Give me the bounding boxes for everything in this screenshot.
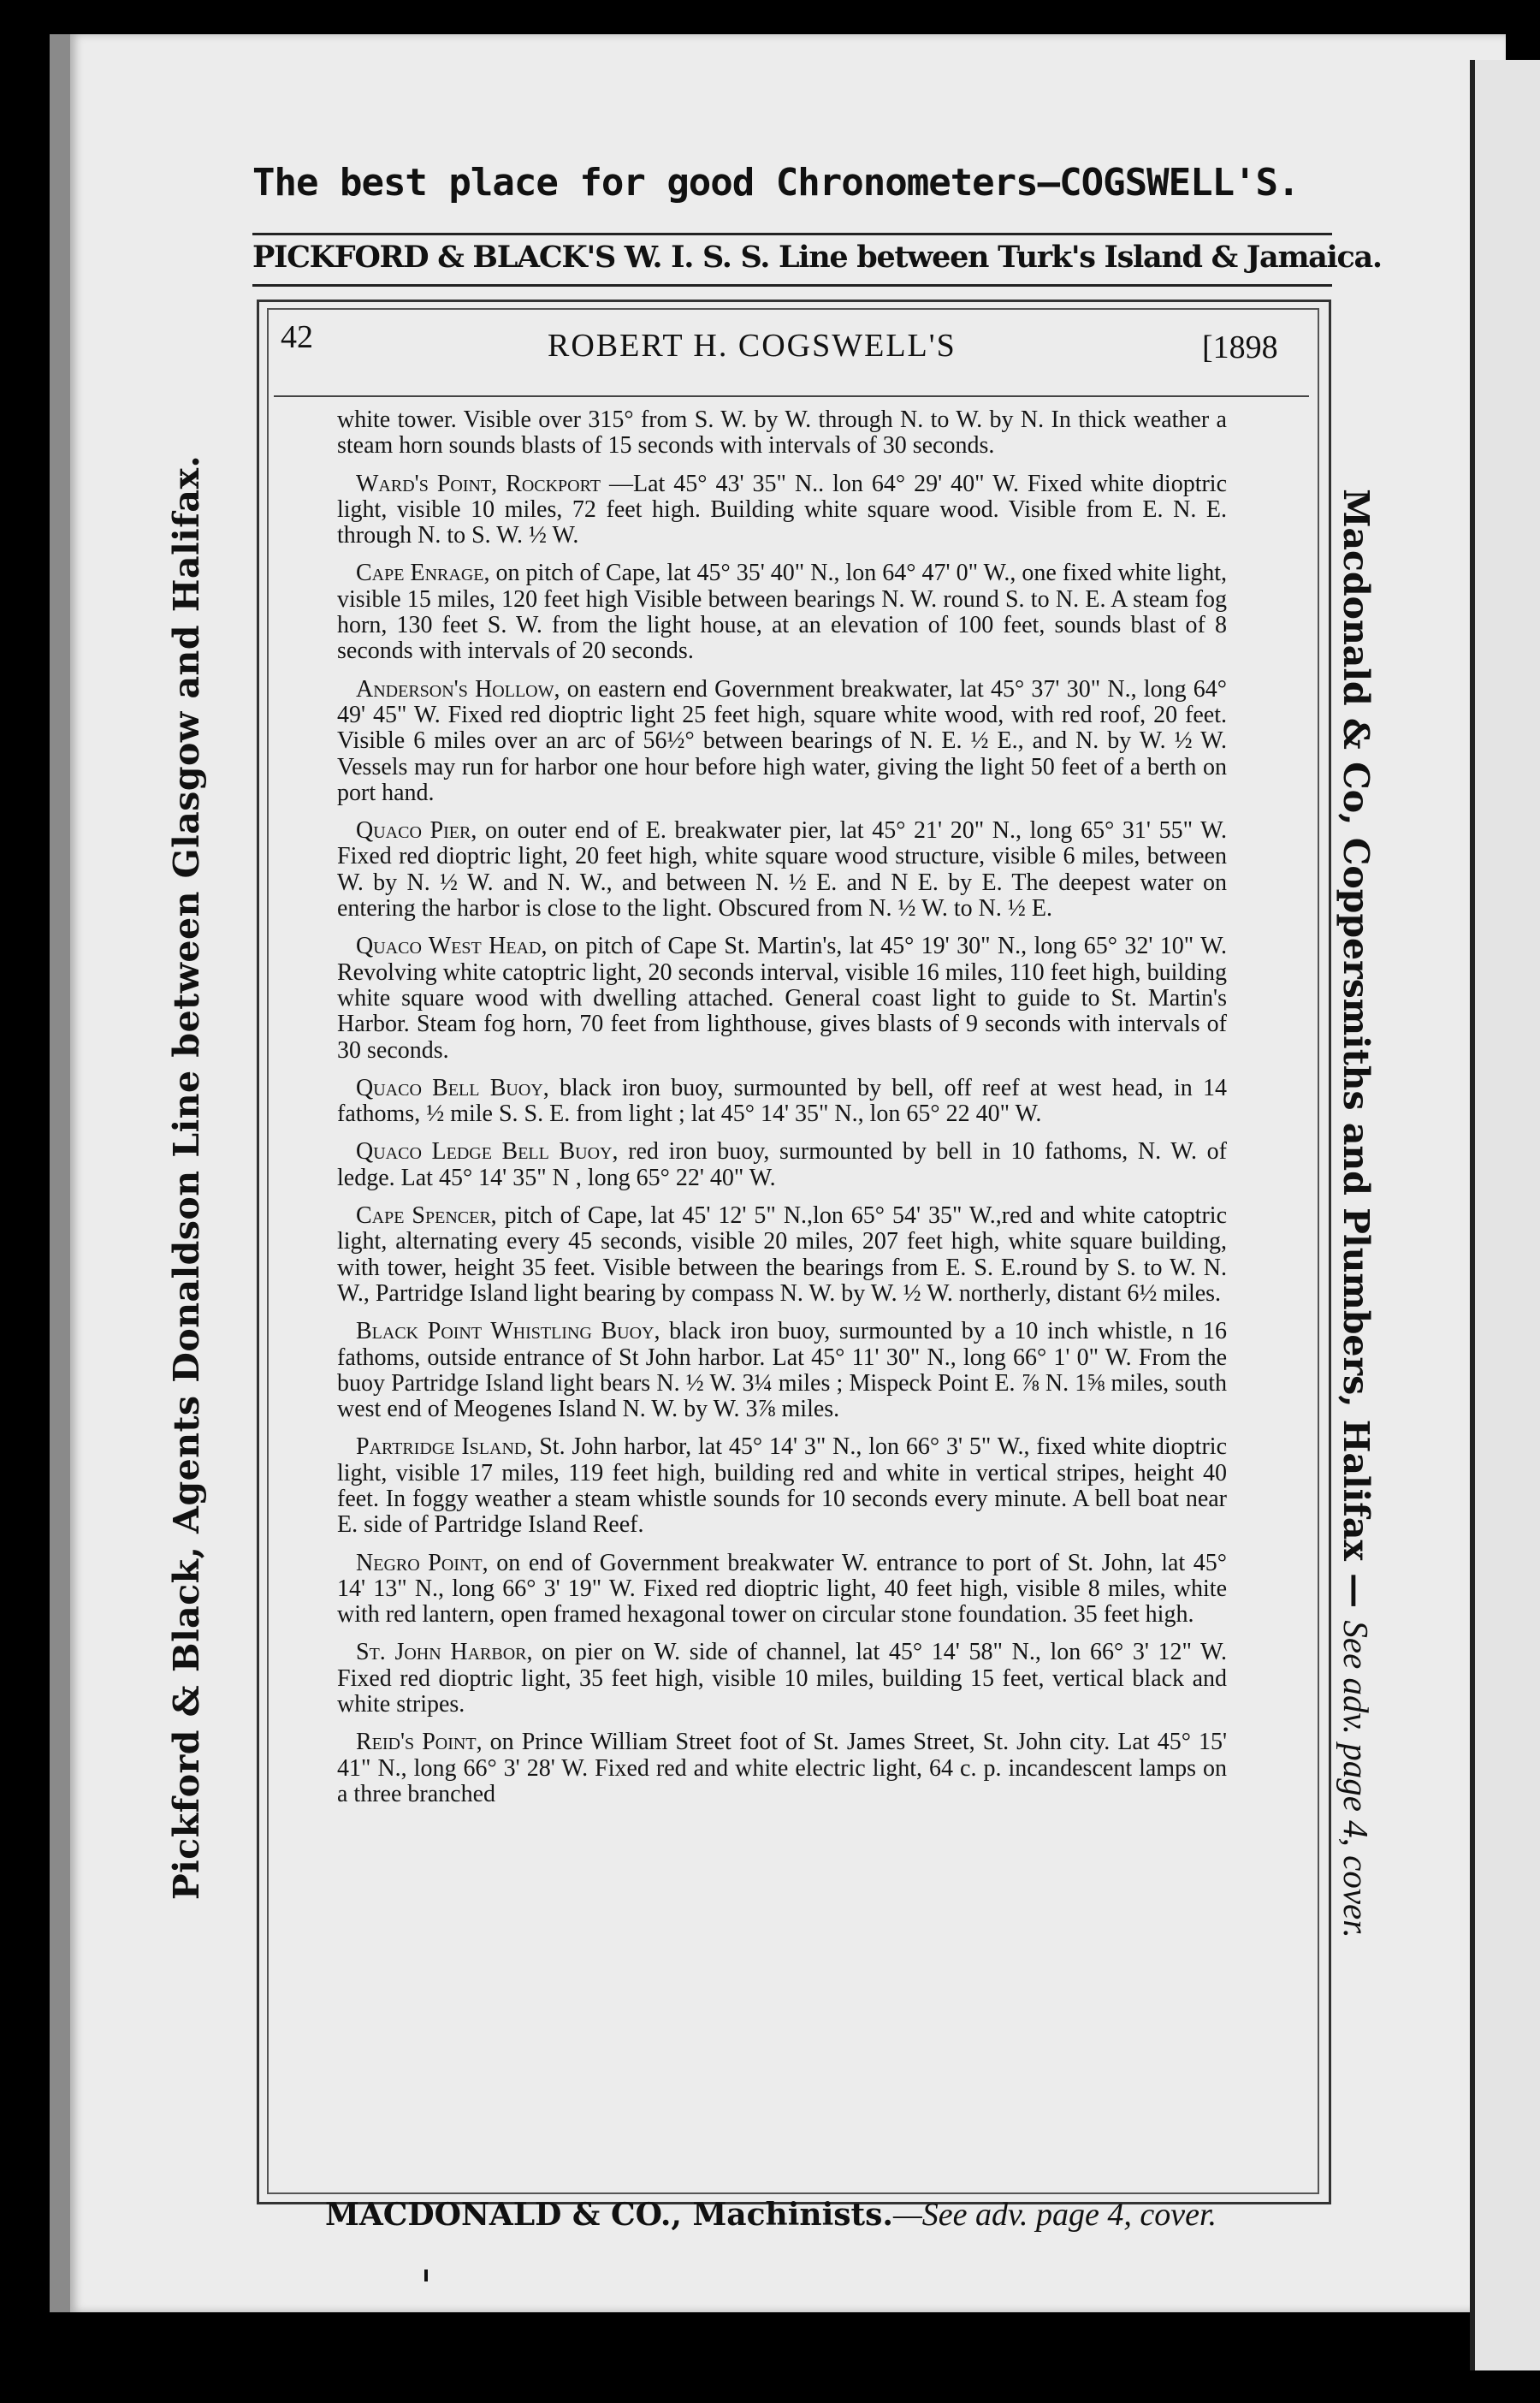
entry-text: on eastern end Government breakwater, lat 45° 37' 30" N., long 64° 49' 45" W. Fixed red dioptric light 25 feet high, square white wood, with red roof, 20 feet. Visible 6 miles over an arc of 56½° between bearings of N. E. ½ E., and N. by W. ½ W. Vessels may run for harbor one hour before high water, giving the light 50 feet of a berth on port hand. xyxy=(337,675,1228,806)
ink-speck xyxy=(424,2270,428,2281)
entry-text: on pitch of Cape, lat 45° 35' 40" N., lon 64° 47' 0" W., one fixed white light, visible 15 miles, 120 feet high Visible between bearings N. W. round S. to N. E. A steam fog horn, 130 feet S. W. from the light house, at an elevation of 100 feet, sounds blast of 8 seconds with intervals of 20 seconds. xyxy=(337,560,1228,665)
entry-name: Reid's Point, xyxy=(356,1729,483,1756)
entry-text: pitch of Cape, lat 45' 12' 5" N.,lon 65° 54' 35" W.,red and white catoptric light, alternating every 45 seconds, visible 20 miles, 207 feet high, white square building, with tower, height 35 feet. Visible between the bearings from E. S. E.round by S. to W. N. W., Partridge Island light bearing by compass N. W. by W. ½ W. northerly, distant 6½ miles. xyxy=(337,1202,1227,1307)
entry-name: Quaco Pier, xyxy=(356,817,477,845)
bottom-advert-note: —See adv. page 4, cover. xyxy=(892,2197,1217,2233)
entry-text: on pier on W. side of channel, lat 45° 14' 58" N., lon 66° 3' 12" W. Fixed red dioptric light, 35 feet high, visible 10 miles, building 15 feet, vertical black and white stripes. xyxy=(337,1639,1227,1718)
entry-text: black iron buoy, surmounted by a 10 inch whistle, n 16 fathoms, outside entrance of St John harbor. Lat 45° 11' 30" N., long 66° 1' 0" W. From the buoy Partridge Island light bears N. ½ W. 3¼ miles ; Mispeck Point E. ⅞ N. 1⅝ miles, south west end of Meogenes Island N. W. by W. 3⅞ miles. xyxy=(337,1318,1227,1423)
entry-name: Cape Spencer, xyxy=(356,1202,497,1230)
left-margin-advertisement: Pickford & Black, Agents Donaldson Line between Glasgow and Halifax. xyxy=(166,454,207,1901)
entry xyxy=(337,1730,1227,1807)
entry xyxy=(337,934,1227,1063)
sub-rule xyxy=(252,284,1332,287)
entry-name: Ward's Point, Rockport xyxy=(356,470,601,497)
entry-name: Cape Enrage, xyxy=(356,560,490,587)
right-advert-note: See adv. page 4, cover. xyxy=(1336,1620,1376,1938)
bottom-advertisement xyxy=(325,2196,1266,2234)
entry-name: Quaco West Head, xyxy=(356,933,548,960)
entry xyxy=(337,1139,1227,1191)
running-title: ROBERT H. COGSWELL'S xyxy=(548,328,957,364)
entry xyxy=(337,407,1227,460)
entry xyxy=(337,1434,1227,1538)
entry xyxy=(337,677,1227,806)
entry xyxy=(337,1203,1227,1307)
entry-text: on pitch of Cape St. Martin's, lat 45° 19' 30" N., long 65° 32' 10" W. Revolving white catoptric light, 20 seconds interval, visible 16 miles, 110 feet high, building white square wood with dwelling attached. General coast light to guide to St. Martin's Harbor. Steam fog horn, 70 feet from lighthouse, gives blasts of 9 seconds with intervals of 30 seconds. xyxy=(337,933,1227,1064)
lighthouse-entries xyxy=(337,407,1227,1819)
right-advert-main: Macdonald & Co, Coppersmiths and Plumbers, Halifax — xyxy=(1336,489,1377,1609)
entry-text: on end of Government breakwater W. entrance to port of St. John, lat 45° 14' 13" N., long 66° 3' 19" W. Fixed red dioptric light, 40 feet high, visible 8 miles, white with red lantern, open framed hexagonal tower on circular stone foundation. 35 feet high. xyxy=(337,1549,1228,1629)
entry xyxy=(337,818,1227,922)
top-advertisement: The best place for good Chronometers—COGSWELL'S. xyxy=(252,161,1300,205)
entry xyxy=(337,472,1227,549)
next-page-edge xyxy=(1470,60,1540,2370)
right-margin-advertisement xyxy=(1336,443,1377,1984)
entry-text: black iron buoy, surmounted by bell, off reef at west head, in 14 fathoms, ½ mile S. S. E. from light ; lat 45° 14' 35" N., lon 65° 22 40" W. xyxy=(337,1074,1227,1128)
running-year: [1898 xyxy=(1202,329,1278,365)
entry xyxy=(337,1640,1227,1718)
bottom-advert-main: MACDONALD & CO., Machinists. xyxy=(325,2197,893,2233)
entry-text: on outer end of E. breakwater pier, lat 45° 21' 20" N., long 65° 31' 55" W. Fixed red dioptric light, 20 feet high, white square wood structure, visible 6 miles, between W. by N. ½ W. and N. W., and between N. ½ E. and N E. by E. The deepest water on entering the harbor is close to the light. Obscured from N. ½ W. to N. ½ E. xyxy=(337,817,1227,923)
entry-text: —Lat 45° 43' 35" N.. lon 64° 29' 40" W. Fixed white dioptric light, visible 10 miles, 72 feet high. Building white square wood. Visible from E. N. E. through N. to S. W. ½ W. xyxy=(337,470,1227,549)
sub-advertisement: PICKFORD & BLACK'S W. I. S. S. Line between Turk's Island & Jamaica. xyxy=(252,240,1382,275)
entry-text: white tower. Visible over 315° from S. W. by W. through N. to W. by N. In thick weather a steam horn sounds blasts of 15 seconds with intervals of 30 seconds. xyxy=(337,406,1227,460)
entry xyxy=(337,1319,1227,1422)
entry-name: Quaco Ledge Bell Buoy, xyxy=(356,1138,619,1166)
entry-text: on Prince William Street foot of St. James Street, St. John city. Lat 45° 15' 41" N., long 66° 3' 28' W. Fixed red and white electric light, 64 c. p. incandescent lamps on a three branched xyxy=(337,1729,1228,1807)
entry xyxy=(337,1076,1227,1128)
entry-name: Black Point Whistling Buoy, xyxy=(356,1318,660,1345)
entry-text: red iron buoy, surmounted by bell in 10 fathoms, N. W. of ledge. Lat 45° 14' 35" N , long 65° 22' 40" W. xyxy=(337,1138,1227,1191)
entry-text: St. John harbor, lat 45° 14' 3" N., lon 66° 3' 5" W., fixed white dioptric light, visible 17 miles, 119 feet high, building red and white in vertical stripes, height 40 feet. In foggy weather a steam whistle sounds for 10 seconds every minute. A bell boat near E. side of Partridge Island Reef. xyxy=(337,1433,1227,1539)
entry-name: Quaco Bell Buoy, xyxy=(356,1074,549,1101)
entry-name: Partridge Island, xyxy=(356,1433,533,1461)
entry xyxy=(337,1551,1227,1629)
header-rule xyxy=(274,395,1309,397)
page-number: 42 xyxy=(281,319,313,355)
entry-name: Negro Point, xyxy=(356,1549,489,1576)
entry xyxy=(337,561,1227,664)
entry-name: St. John Harbor, xyxy=(356,1639,533,1666)
entry-name: Anderson's Hollow, xyxy=(356,675,560,703)
top-rule xyxy=(252,233,1332,235)
